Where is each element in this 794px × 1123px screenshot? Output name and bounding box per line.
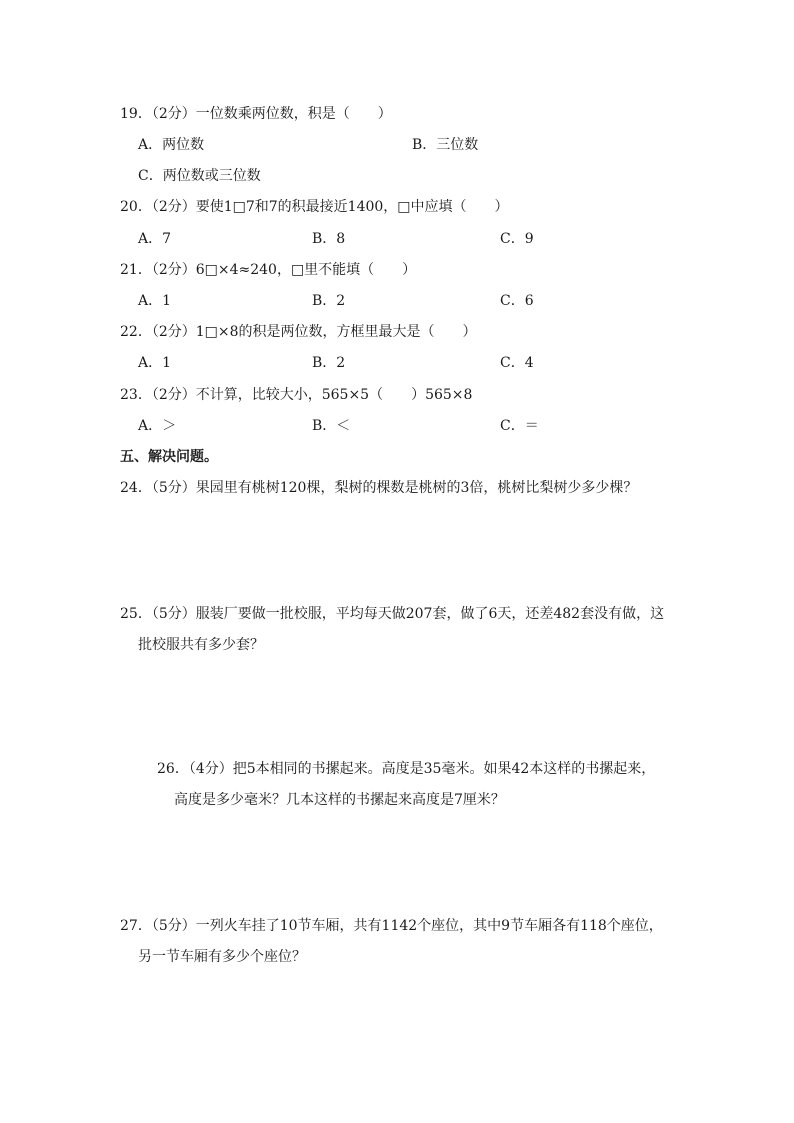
- question-20-stem: 20．（2分）要使1□7和7的积最接近1400，□中应填（ ）: [120, 199, 509, 215]
- question-26-text-line-2: 高度是多少毫米？几本这样的书摞起来高度是7厘米？: [174, 792, 505, 808]
- question-23-option-b[interactable]: B．＜: [312, 418, 351, 434]
- section-5-title: 五、解决问题。: [120, 449, 218, 465]
- question-25-text-line-1: 25．（5分）服装厂要做一批校服，平均每天做207套，做了6天，还差482套没有做，这: [120, 606, 665, 622]
- question-20-option-b[interactable]: B．8: [312, 231, 346, 247]
- question-19-option-b[interactable]: B．三位数: [412, 137, 479, 153]
- question-19-option-c[interactable]: C．两位数或三位数: [138, 168, 261, 184]
- question-27-text-line-2: 另一节车厢有多少个座位？: [138, 949, 306, 965]
- question-26-text-line-1: 26．（4分）把5本相同的书摞起来。高度是35毫米。如果42本这样的书摞起来，: [157, 761, 656, 777]
- question-25-text-line-2: 批校服共有多少套？: [138, 637, 264, 653]
- question-21-option-c[interactable]: C．6: [500, 293, 534, 309]
- question-22-option-b[interactable]: B．2: [312, 355, 346, 371]
- question-23-stem: 23．（2分）不计算，比较大小，565×5（ ）565×8: [120, 387, 473, 403]
- question-27-text-line-1: 27．（5分）一列火车挂了10节车厢，共有1142个座位，其中9节车厢各有118个座位，: [120, 918, 663, 934]
- question-23-option-c[interactable]: C．＝: [500, 418, 539, 434]
- question-21-option-b[interactable]: B．2: [312, 293, 346, 309]
- question-20-option-a[interactable]: A．7: [138, 231, 172, 247]
- question-23-option-a[interactable]: A．＞: [138, 418, 177, 434]
- question-21-stem: 21．（2分）6□×4≈240，□里不能填（ ）: [120, 262, 417, 278]
- question-19-option-a[interactable]: A．两位数: [138, 137, 205, 153]
- question-24-text: 24．（5分）果园里有桃树120棵，梨树的棵数是桃树的3倍，桃树比梨树少多少棵？: [120, 480, 638, 496]
- question-22-stem: 22．（2分）1□×8的积是两位数，方框里最大是（ ）: [120, 324, 477, 340]
- question-19-stem: 19．（2分）一位数乘两位数，积是（ ）: [120, 106, 392, 122]
- question-22-option-c[interactable]: C．4: [500, 355, 534, 371]
- question-21-option-a[interactable]: A．1: [138, 293, 172, 309]
- question-22-option-a[interactable]: A．1: [138, 355, 172, 371]
- question-20-option-c[interactable]: C．9: [500, 231, 534, 247]
